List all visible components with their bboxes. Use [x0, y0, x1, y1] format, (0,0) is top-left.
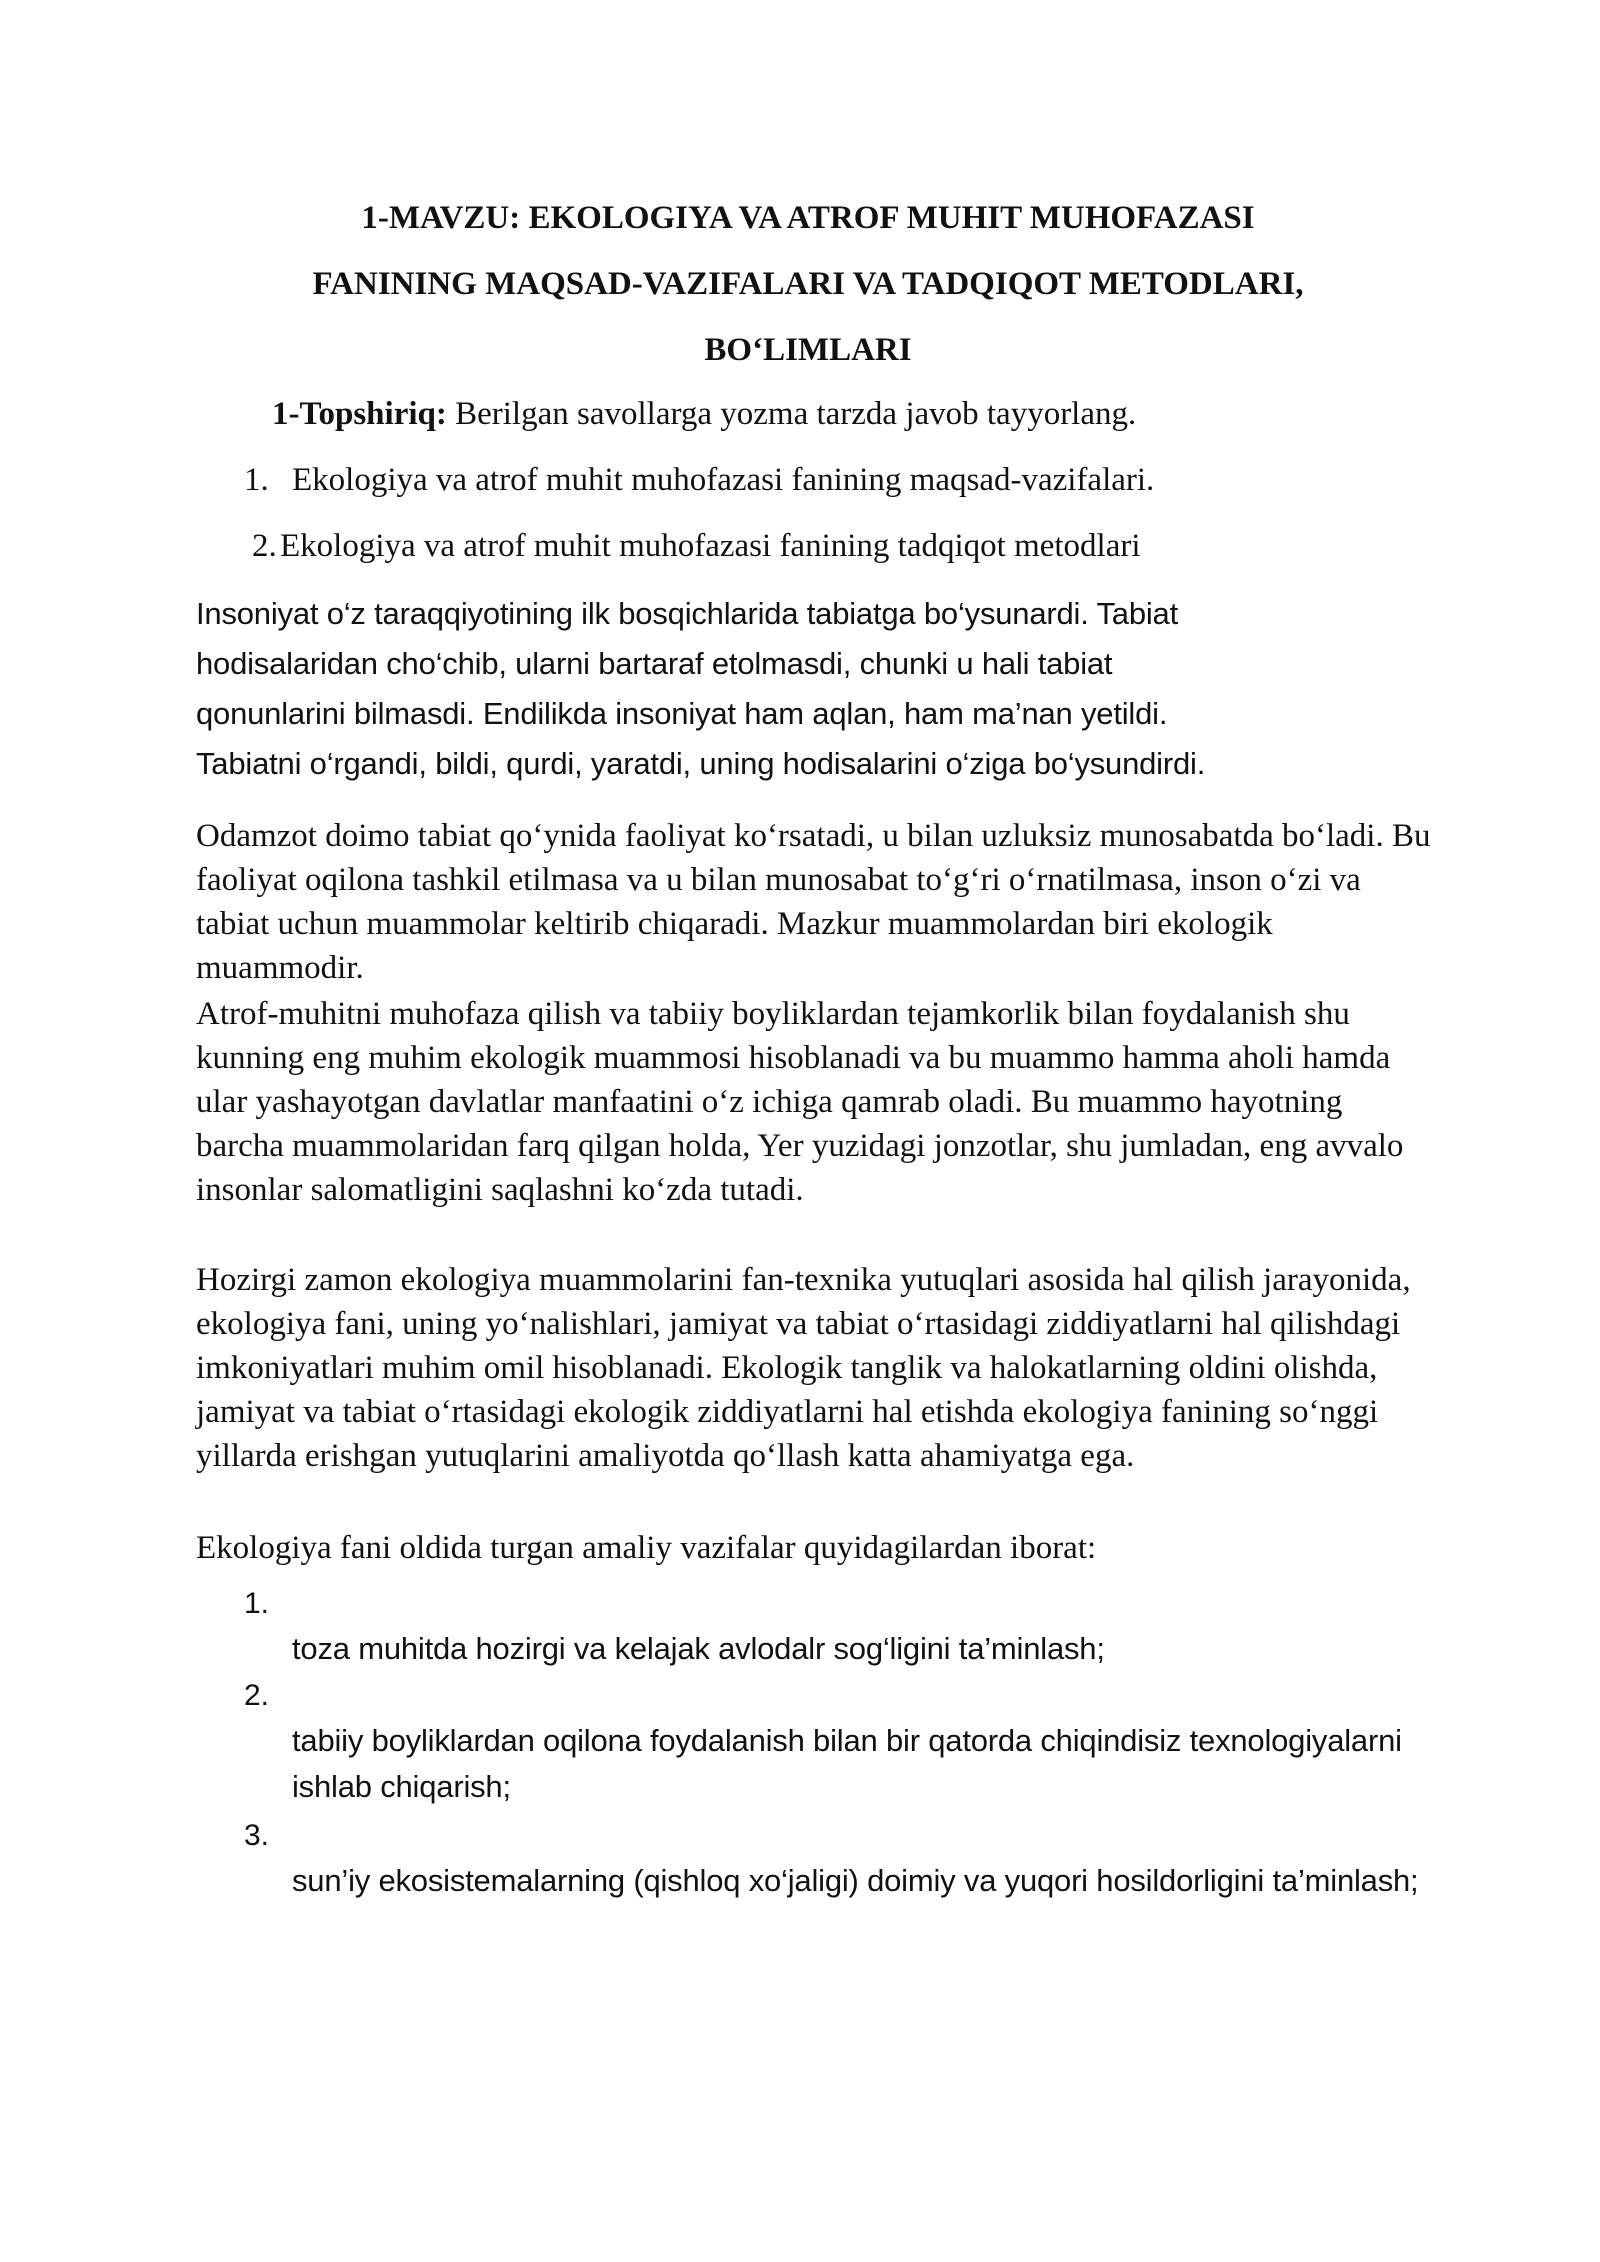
title-line-1: 1-MAVZU: EKOLOGIYA VA ATROF MUHIT MUHOFAZASI: [361, 200, 1255, 236]
question-2-number: 2.: [252, 528, 277, 564]
list-item-3: sun’iy ekosistemalarning (qishloq xo‘jaligi) doimiy va yuqori hosildorligini ta’minlash;: [292, 1863, 1419, 1898]
question-1-number: 1.: [244, 462, 269, 498]
list-number-1: 1.: [244, 1587, 270, 1620]
list-item-1: toza muhitda hozirgi va kelajak avlodalr sog‘ligini ta’minlash;: [292, 1631, 1105, 1666]
list-item-2: tabiiy boyliklardan oqilona foydalanish bilan bir qatorda chiqindisiz texnologiyalarni ishlab chiqarish;: [292, 1723, 1402, 1804]
paragraph-2: Atrof-muhitni muhofaza qilish va tabiiy boyliklardan tejamkorlik bilan foydalanish shu kunning eng muhim ekologik muammosi hisoblanadi va bu muammo hamma aholi hamda ular yashayotgan davlatlar manfaatini o‘z ichiga qamrab oladi. Bu muammo hayotning barcha muammolaridan farq qilgan holda, Yer yuzidagi jonzotlar, shu jumladan, eng avvalo insonlar salomatligini saqlashni ko‘zda tutadi.: [196, 996, 1404, 1208]
paragraph-1: Odamzot doimo tabiat qo‘ynida faoliyat ko‘rsatadi, u bilan uzluksiz munosabatda bo‘ladi. Bu faoliyat oqilona tashkil etilmasa va u bilan munosabat to‘g‘ri o‘rnatilmasa, inson o‘zi va tabiat uchun muammolar keltirib chiqaradi. Mazkur muammolardan biri ekologik muammodir.: [196, 818, 1431, 986]
intro-line-1: Insoniyat o‘z taraqqiyotining ilk bosqichlarida tabiatga bo‘ysunardi. Tabiat: [196, 596, 1179, 631]
question-1-text: Ekologiya va atrof muhit muhofazasi fanining maqsad-vazifalari.: [292, 462, 1155, 498]
intro-line-4: Tabiatni o‘rgandi, bildi, qurdi, yaratdi, uning hodisalarini o‘ziga bo‘ysundirdi.: [196, 746, 1206, 781]
paragraph-3: Hozirgi zamon ekologiya muammolarini fan-texnika yutuqlari asosida hal qilish jarayonida, ekologiya fani, uning yo‘nalishlari, jamiyat va tabiat o‘rtasidagi ziddiyatlarni hal qilishdagi imkoniyatlari muhim omil hisoblanadi. Ekologik tanglik va halokatlarning oldini olishda, jamiyat va tabiat o‘rtasidagi ekologik ziddiyatlarni hal etishda ekologiya fanining so‘nggi yillarda erishgan yutuqlarini amaliyotda qo‘llash katta ahamiyatga ega.: [196, 1262, 1411, 1474]
paragraph-4: Ekologiya fani oldida turgan amaliy vazifalar quyidagilardan iborat:: [196, 1530, 1097, 1566]
title-line-2: FANINING MAQSAD-VAZIFALARI VA TADQIQOT METODLARI,: [312, 266, 1304, 302]
list-number-3: 3.: [244, 1819, 270, 1852]
list-number-2: 2.: [244, 1679, 270, 1712]
intro-line-3: qonunlarini bilmasdi. Endilikda insoniyat ham aqlan, ham ma’nan yetildi.: [196, 696, 1168, 731]
intro-line-2: hodisalaridan cho‘chib, ularni bartaraf etolmasdi, chunki u hali tabiat: [196, 646, 1113, 681]
task-label: 1-Topshiriq:: [272, 396, 447, 432]
title-line-3: BO‘LIMLARI: [704, 332, 912, 368]
question-2-text: Ekologiya va atrof muhit muhofazasi fanining tadqiqot metodlari: [280, 528, 1141, 564]
task-instruction: [272, 394, 1136, 434]
task-text: Berilgan savollarga yozma tarzda javob tayyorlang.: [446, 396, 1137, 432]
